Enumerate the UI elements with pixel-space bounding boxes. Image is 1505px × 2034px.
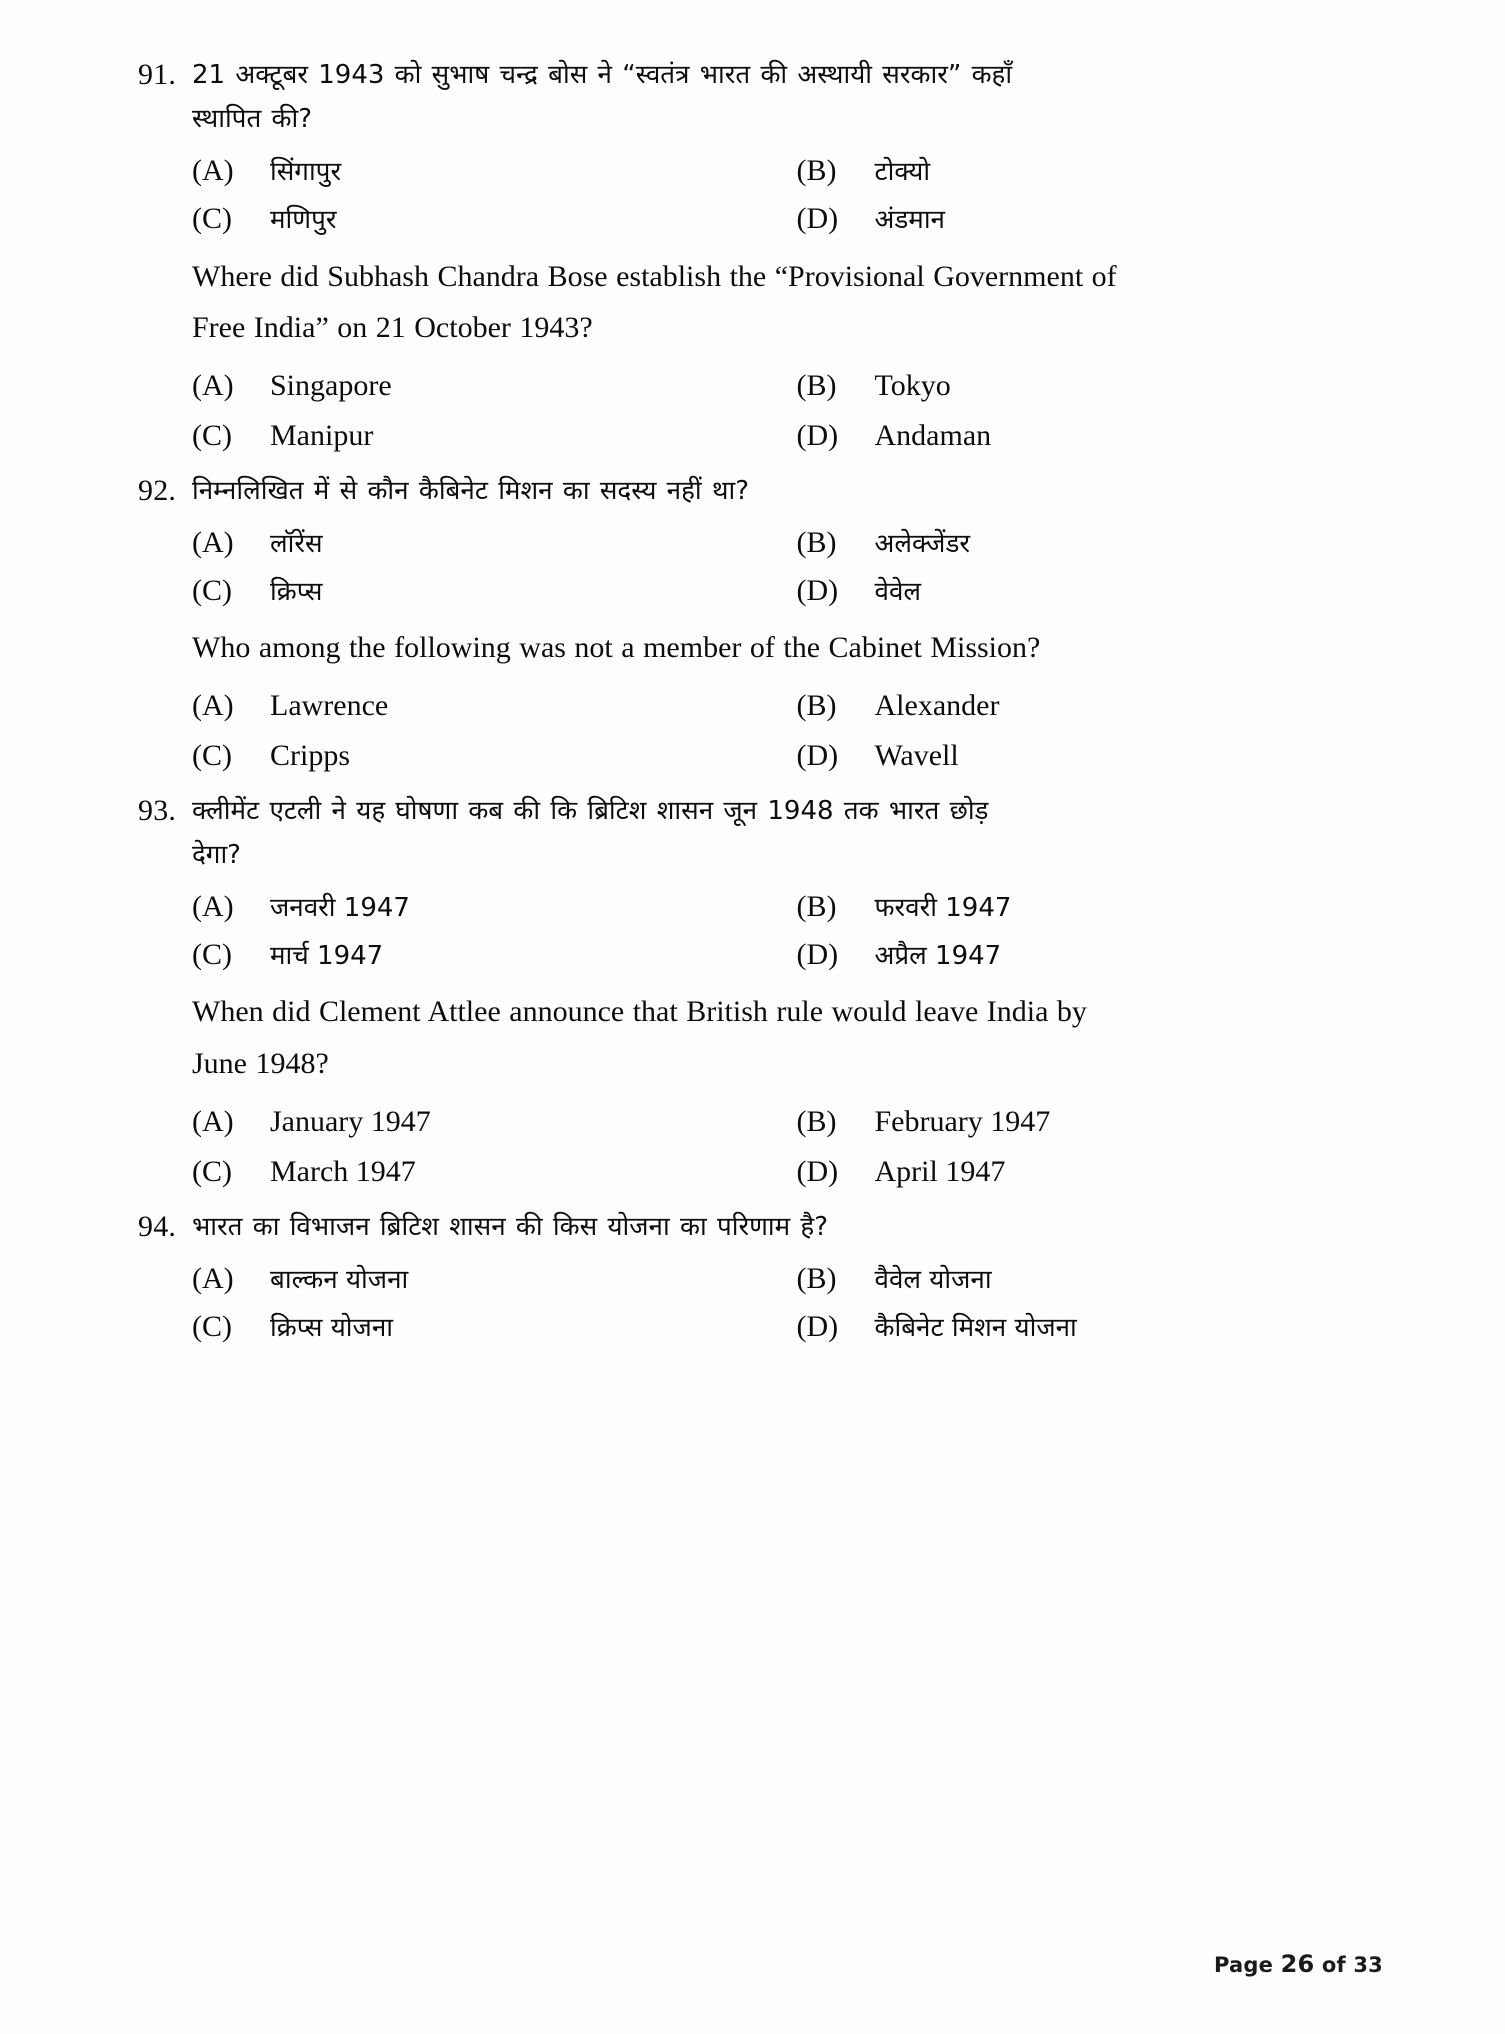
question-91-hindi-options-row-2	[192, 202, 1385, 236]
question-number-91: 91.	[138, 58, 177, 91]
option-key-c: (C)	[192, 418, 232, 452]
option-91-english-b[interactable]	[789, 368, 1386, 404]
question-94-hindi-options-row-1	[192, 1262, 1385, 1296]
option-label-d: April 1947	[874, 1154, 1006, 1188]
question-block-93	[138, 788, 1385, 1190]
question-block-92	[138, 468, 1385, 774]
option-93-english-d[interactable]	[789, 1154, 1386, 1190]
question-93-english-line-1: When did Clement Attlee announce that British rule would leave India by	[192, 995, 1087, 1029]
option-label-b: फरवरी 1947	[874, 893, 1012, 924]
option-91-english-d[interactable]	[789, 418, 1386, 454]
option-key-a: (A)	[192, 890, 234, 924]
option-label-a: बाल्कन योजना	[270, 1264, 409, 1295]
option-93-hindi-c[interactable]	[192, 938, 789, 972]
option-label-b: टोक्यो	[874, 157, 931, 188]
option-91-english-a[interactable]	[192, 368, 789, 404]
question-number-94: 94.	[138, 1209, 177, 1243]
option-key-c: (C)	[192, 738, 232, 772]
question-91-hindi-line-2	[192, 96, 1385, 140]
option-label-d: Wavell	[874, 738, 959, 772]
question-block-94	[138, 1204, 1385, 1344]
question-92-hindi-options-row-2	[192, 574, 1385, 608]
question-91-english-line-2: Free India” on 21 October 1943?	[192, 311, 593, 345]
option-label-d: कैबिनेट मिशन योजना	[874, 1312, 1077, 1343]
option-key-a: (A)	[192, 525, 234, 559]
question-91-hindi-text-1: 21 अक्टूबर 1943 को सुभाष चन्द्र बोस ने “स्वतंत्र भारत की अस्थायी सरकार” कहाँ	[192, 60, 1013, 90]
option-key-d: (D)	[796, 1309, 839, 1343]
question-number-92: 92.	[138, 473, 177, 507]
option-label-a: लॉरेंस	[270, 528, 323, 559]
question-93-english-options-row-1	[192, 1104, 1385, 1140]
option-91-hindi-d[interactable]	[789, 202, 1386, 236]
page-footer	[1214, 1950, 1383, 1978]
option-label-d: वेवेल	[874, 577, 922, 608]
option-92-english-d[interactable]	[789, 738, 1386, 774]
option-label-b: अलेक्जेंडर	[874, 528, 970, 559]
question-93-english-options-row-2	[192, 1154, 1385, 1190]
option-key-c: (C)	[192, 574, 232, 608]
option-94-hindi-b[interactable]	[789, 1262, 1386, 1296]
option-label-c: मणिपुर	[270, 205, 337, 236]
question-93-english-line-2: June 1948?	[192, 1047, 329, 1081]
option-label-c: Manipur	[270, 418, 374, 452]
option-92-hindi-c[interactable]	[192, 574, 789, 608]
option-93-english-a[interactable]	[192, 1104, 789, 1140]
question-92-english-text	[192, 622, 1385, 674]
option-label-b: Alexander	[874, 688, 1000, 722]
question-91-hindi-options-row-1	[192, 154, 1385, 188]
footer-total-pages: 33	[1353, 1953, 1383, 1977]
option-92-english-c[interactable]	[192, 738, 789, 774]
question-93-hindi-line-1	[138, 788, 1385, 832]
question-94-hindi-options-row-2	[192, 1310, 1385, 1344]
option-label-c: March 1947	[270, 1154, 416, 1188]
option-key-c: (C)	[192, 1154, 232, 1188]
option-92-hindi-d[interactable]	[789, 574, 1386, 608]
option-key-b: (B)	[796, 525, 837, 559]
option-key-d: (D)	[796, 202, 839, 236]
option-key-a: (A)	[192, 154, 234, 188]
option-key-c: (C)	[192, 1309, 232, 1343]
option-93-english-b[interactable]	[789, 1104, 1386, 1140]
option-key-d: (D)	[796, 574, 839, 608]
option-92-english-b[interactable]	[789, 688, 1386, 724]
question-92-english-options-row-2	[192, 738, 1385, 774]
question-91-english-text	[192, 251, 1385, 354]
question-block-91	[138, 52, 1385, 454]
option-key-b: (B)	[796, 890, 837, 924]
option-91-hindi-c[interactable]	[192, 202, 789, 236]
question-92-hindi-line-1	[138, 468, 1385, 512]
option-label-a: सिंगापुर	[270, 157, 342, 188]
question-91-english-options-row-2	[192, 418, 1385, 454]
option-key-d: (D)	[796, 738, 839, 772]
option-92-english-a[interactable]	[192, 688, 789, 724]
option-92-hindi-a[interactable]	[192, 526, 789, 560]
option-key-d: (D)	[796, 1154, 839, 1188]
question-number-93: 93.	[138, 793, 177, 827]
option-93-english-c[interactable]	[192, 1154, 789, 1190]
question-91-hindi-text-2: स्थापित की?	[192, 104, 313, 135]
option-91-hindi-b[interactable]	[789, 154, 1386, 188]
option-label-b: February 1947	[874, 1104, 1051, 1138]
option-label-a: Lawrence	[270, 688, 389, 722]
question-94-hindi-line-1	[138, 1204, 1385, 1248]
option-key-b: (B)	[796, 688, 837, 722]
option-label-a: जनवरी 1947	[270, 893, 410, 924]
option-label-d: Andaman	[874, 418, 992, 452]
option-key-d: (D)	[796, 938, 839, 972]
option-label-d: अंडमान	[874, 205, 945, 236]
option-key-a: (A)	[192, 1104, 234, 1138]
question-91-english-options-row-1	[192, 368, 1385, 404]
option-93-hindi-a[interactable]	[192, 890, 789, 924]
option-key-b: (B)	[796, 1261, 837, 1295]
question-92-hindi-text-1: निम्नलिखित में से कौन कैबिनेट मिशन का सदस्य नहीं था?	[192, 475, 750, 506]
footer-page-number: 26	[1280, 1950, 1315, 1978]
option-94-hindi-a[interactable]	[192, 1262, 789, 1296]
option-key-a: (A)	[192, 1261, 234, 1295]
question-93-hindi-text-2: देगा?	[192, 839, 241, 870]
option-92-hindi-b[interactable]	[789, 526, 1386, 560]
option-label-d: अप्रैल 1947	[874, 941, 1002, 972]
question-93-english-text	[192, 986, 1385, 1089]
option-94-hindi-c[interactable]	[192, 1310, 789, 1344]
option-label-c: क्रिप्स	[270, 577, 323, 608]
option-label-a: Singapore	[270, 368, 392, 402]
option-key-a: (A)	[192, 368, 234, 402]
option-label-c: Cripps	[270, 738, 351, 772]
option-93-hindi-b[interactable]	[789, 890, 1386, 924]
option-label-c: क्रिप्स योजना	[270, 1312, 393, 1343]
option-label-b: Tokyo	[874, 368, 951, 402]
option-91-english-c[interactable]	[192, 418, 789, 454]
option-key-d: (D)	[796, 418, 839, 452]
option-label-a: January 1947	[270, 1104, 431, 1138]
question-94-hindi-text-1: भारत का विभाजन ब्रिटिश शासन की किस योजना का परिणाम है?	[192, 1211, 829, 1242]
question-93-hindi-line-2	[192, 832, 1385, 876]
question-92-english-options-row-1	[192, 688, 1385, 724]
option-label-c: मार्च 1947	[270, 941, 384, 972]
footer-prefix: Page	[1213, 1953, 1274, 1977]
question-93-hindi-options-row-1	[192, 890, 1385, 924]
question-93-hindi-options-row-2	[192, 938, 1385, 972]
option-93-hindi-d[interactable]	[789, 938, 1386, 972]
option-key-b: (B)	[796, 368, 837, 402]
option-94-hindi-d[interactable]	[789, 1310, 1386, 1344]
option-key-a: (A)	[192, 688, 234, 722]
footer-middle: of	[1321, 1953, 1346, 1977]
option-key-c: (C)	[192, 938, 232, 972]
question-91-hindi-line-1	[138, 52, 1385, 96]
option-label-b: वैवेल योजना	[874, 1264, 992, 1295]
question-91-english-line-1: Where did Subhash Chandra Bose establish the “Provisional Government of	[192, 259, 1117, 293]
question-93-hindi-text-1: क्लीमेंट एटली ने यह घोषणा कब की कि ब्रिटिश शासन जून 1948 तक भारत छोड़	[192, 795, 989, 826]
question-92-english-line-1: Who among the following was not a member of the Cabinet Mission?	[192, 631, 1041, 665]
option-key-c: (C)	[192, 202, 232, 236]
option-key-b: (B)	[796, 1104, 837, 1138]
question-92-hindi-options-row-1	[192, 526, 1385, 560]
option-key-b: (B)	[796, 154, 837, 188]
option-91-hindi-a[interactable]	[192, 154, 789, 188]
